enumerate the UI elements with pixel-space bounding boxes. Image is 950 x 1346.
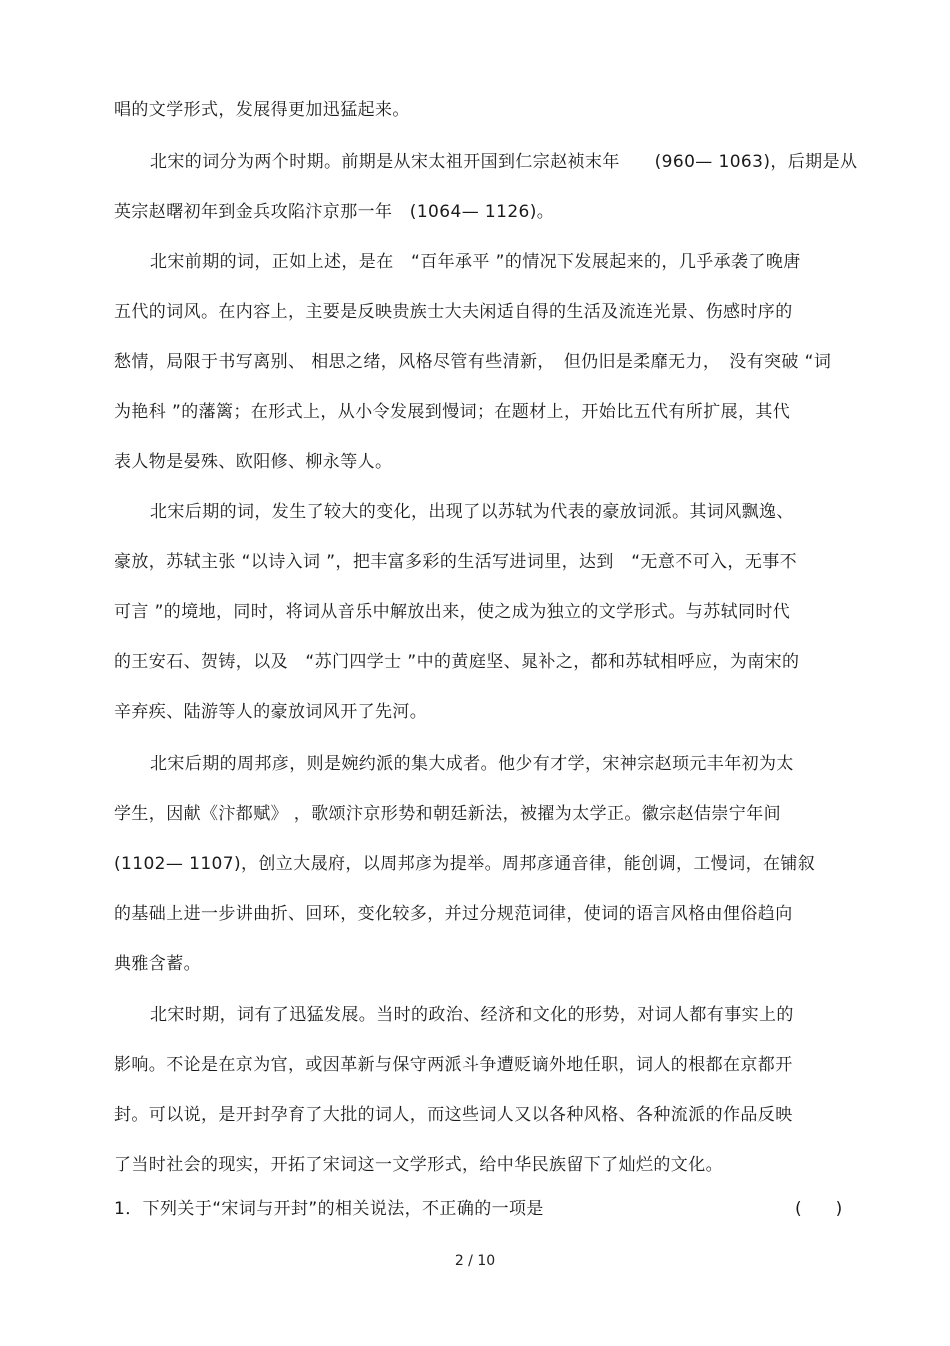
text-line: 辛弃疾、陆游等人的豪放词风开了先河。	[114, 702, 428, 722]
text-line: 的基础上进一步讲曲折、回环，变化较多，并过分规范词律，使词的语言风格由俚俗趋向	[114, 904, 793, 924]
answer-bracket: ( )	[795, 1199, 843, 1219]
text-line: 封。可以说，是开封孕育了大批的词人，而这些词人又以各种风格、各种流派的作品反映	[114, 1105, 793, 1125]
text-line: 英宗赵曙初年到金兵攻陷汴京那一年 (1064— 1126)。	[114, 202, 555, 222]
text-line: 愁情，局限于书写离别、 相思之绪，风格尽管有些清新， 但仍旧是柔靡无力， 没有突破 “词	[114, 352, 832, 372]
text-line: 学生，因献《汴都赋》 ，歌颂汴京形势和朝廷新法，被擢为太学正。徽宗赵佶崇宁年间	[114, 804, 782, 824]
paragraph-first-line: 北宋后期的周邦彦，则是婉约派的集大成者。他少有才学，宋神宗赵顼元丰年初为太	[150, 754, 794, 774]
text-line: 豪放，苏轼主张 “以诗入词 ”，把丰富多彩的生活写进词里，达到 “无意不可入，无事不	[114, 552, 798, 572]
text-line: 典雅含蓄。	[114, 954, 201, 974]
paragraph-first-line: 北宋时期，词有了迅猛发展。当时的政治、经济和文化的形势，对词人都有事实上的	[150, 1005, 794, 1025]
paragraph-first-line: 北宋后期的词，发生了较大的变化，出现了以苏轼为代表的豪放词派。其词风飘逸、	[150, 502, 794, 522]
text-line: (1102— 1107)，创立大晟府，以周邦彦为提举。周邦彦通音律，能创调，工慢词，在铺叙	[114, 854, 816, 874]
text-line: 了当时社会的现实，开拓了宋词这一文学形式，给中华民族留下了灿烂的文化。	[114, 1155, 723, 1175]
text-line: 影响。不论是在京为官，或因革新与保守两派斗争遭贬谪外地任职，词人的根都在京都开	[114, 1055, 793, 1075]
text-line: 表人物是晏殊、欧阳修、柳永等人。	[114, 452, 393, 472]
paragraph-first-line: 北宋前期的词，正如上述，是在 “百年承平 ”的情况下发展起来的，几乎承袭了晚唐	[150, 252, 801, 272]
paragraph-first-line: 北宋的词分为两个时期。前期是从宋太祖开国到仁宗赵祯末年 (960— 1063)，后期是从	[150, 152, 858, 172]
text-line: 的王安石、贺铸，以及 “苏门四学士 ”中的黄庭坚、晁补之，都和苏轼相呼应，为南宋的	[114, 652, 800, 672]
text-line: 可言 ”的境地，同时，将词从音乐中解放出来，使之成为独立的文学形式。与苏轼同时代	[114, 602, 791, 622]
text-line: 五代的词风。在内容上，主要是反映贵族士大夫闲适自得的生活及流连光景、伤感时序的	[114, 302, 793, 322]
question-text: 1．下列关于“宋词与开封”的相关说法，不正确的一项是	[114, 1199, 544, 1219]
page-number: 2 / 10	[454, 1253, 496, 1269]
text-line: 为艳科 ”的藩篱；在形式上，从小令发展到慢词；在题材上，开始比五代有所扩展，其代	[114, 402, 791, 422]
text-line: 唱的文学形式，发展得更加迅猛起来。	[114, 100, 410, 120]
